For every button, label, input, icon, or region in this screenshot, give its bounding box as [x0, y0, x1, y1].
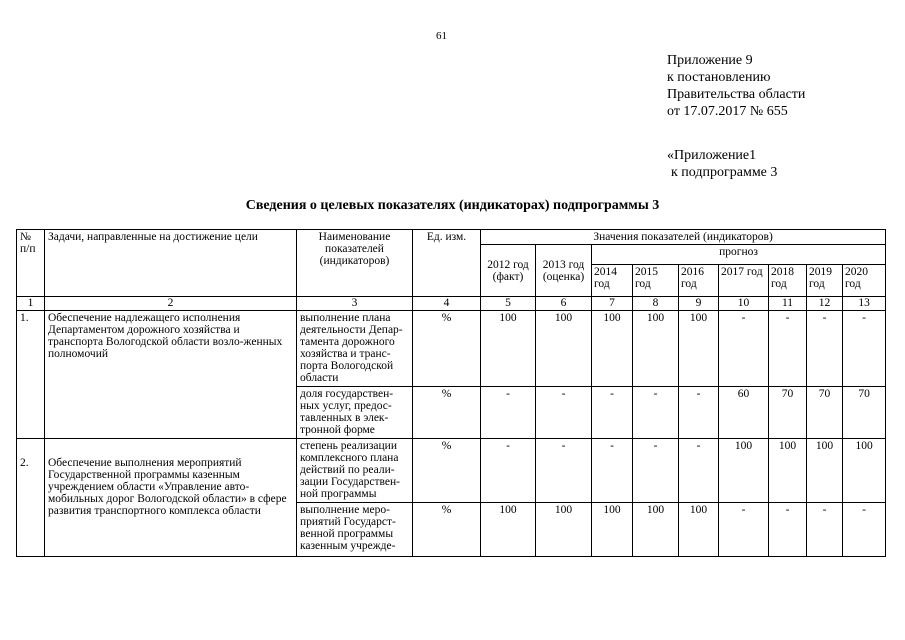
value-cell: 100	[536, 503, 592, 557]
task-text: Обеспечение надлежащего исполнения Департаментом дорожного хозяйства и транспорта Вологодской области возло-женных полномочий	[45, 311, 297, 439]
header-year-2017: 2017 год	[719, 265, 769, 297]
appendix-line-1: Приложение 9	[667, 53, 753, 68]
col-number-7: 7	[592, 297, 633, 311]
header-year-2012: 2012 год (факт)	[481, 245, 536, 297]
header-forecast: прогноз	[592, 245, 886, 265]
value-cell: -	[843, 503, 886, 557]
task-number: 2.	[17, 439, 45, 557]
appendix-sub-line-1: «Приложение1	[667, 148, 757, 163]
col-number-4: 4	[413, 297, 481, 311]
value-cell: -	[769, 311, 807, 387]
header-year-2014: 2014 год	[592, 265, 633, 297]
value-cell: -	[592, 439, 633, 503]
col-number-9: 9	[679, 297, 719, 311]
col-number-5: 5	[481, 297, 536, 311]
col-number-12: 12	[807, 297, 843, 311]
header-indicator: Наименование показателей (индикаторов)	[297, 230, 413, 297]
header-year-2018: 2018 год	[769, 265, 807, 297]
task-text: Обеспечение выполнения мероприятий Государственной программы казенным учреждением области «Управление авто-мобильных дорог Вологодской области» в сфере развития транспортного комплекса области	[45, 439, 297, 557]
header-year-2015: 2015 год	[633, 265, 679, 297]
value-cell: -	[633, 387, 679, 439]
appendix-line-2: к постановлению	[667, 70, 771, 85]
value-cell: -	[536, 387, 592, 439]
value-cell: 70	[807, 387, 843, 439]
indicator-name: доля государствен-ных услуг, предос-тавленных в элек-тронной форме	[297, 387, 413, 439]
value-cell: 100	[481, 311, 536, 387]
value-cell: -	[592, 387, 633, 439]
value-cell: -	[679, 439, 719, 503]
value-cell: -	[719, 503, 769, 557]
unit-cell: %	[413, 387, 481, 439]
appendix-subheader	[667, 147, 777, 181]
value-cell: 100	[679, 311, 719, 387]
header-values: Значения показателей (индикаторов)	[481, 230, 886, 245]
value-cell: -	[807, 503, 843, 557]
indicator-name: степень реализации комплексного плана действий по реали-зации Государствен-ной программы	[297, 439, 413, 503]
value-cell: 70	[843, 387, 886, 439]
col-number-2: 2	[45, 297, 297, 311]
appendix-line-3: Правительства области	[667, 87, 806, 102]
value-cell: 100	[807, 439, 843, 503]
col-number-10: 10	[719, 297, 769, 311]
header-unit: Ед. изм.	[413, 230, 481, 297]
page-number: 61	[436, 30, 447, 42]
value-cell: -	[536, 439, 592, 503]
value-cell: 70	[769, 387, 807, 439]
header-num: № п/п	[17, 230, 45, 297]
col-number-6: 6	[536, 297, 592, 311]
value-cell: 100	[679, 503, 719, 557]
header-year-2019: 2019 год	[807, 265, 843, 297]
value-cell: 100	[719, 439, 769, 503]
indicator-name: выполнение меро-приятий Государст-венной программы казенным учрежде-	[297, 503, 413, 557]
unit-cell: %	[413, 311, 481, 387]
col-number-11: 11	[769, 297, 807, 311]
value-cell: -	[769, 503, 807, 557]
value-cell: 100	[592, 503, 633, 557]
value-cell: -	[481, 387, 536, 439]
value-cell: -	[843, 311, 886, 387]
value-cell: -	[807, 311, 843, 387]
col-number-13: 13	[843, 297, 886, 311]
value-cell: 100	[633, 503, 679, 557]
appendix-line-4: от 17.07.2017 № 655	[667, 104, 788, 119]
value-cell: 100	[633, 311, 679, 387]
col-number-1: 1	[17, 297, 45, 311]
value-cell: -	[679, 387, 719, 439]
indicators-table	[16, 229, 886, 557]
header-tasks: Задачи, направленные на достижение цели	[45, 230, 297, 297]
header-year-2013: 2013 год (оценка)	[536, 245, 592, 297]
value-cell: -	[481, 439, 536, 503]
value-cell: 100	[592, 311, 633, 387]
value-cell: 100	[481, 503, 536, 557]
appendix-header	[667, 52, 805, 120]
value-cell: -	[633, 439, 679, 503]
value-cell: 60	[719, 387, 769, 439]
col-number-3: 3	[297, 297, 413, 311]
document-title: Сведения о целевых показателях (индикаторах) подпрограммы 3	[245, 198, 660, 213]
header-year-2020: 2020 год	[843, 265, 886, 297]
unit-cell: %	[413, 503, 481, 557]
col-number-8: 8	[633, 297, 679, 311]
task-number: 1.	[17, 311, 45, 439]
value-cell: 100	[843, 439, 886, 503]
indicator-name: выполнение плана деятельности Депар-тамента дорожного хозяйства и транс-порта Вологодской области	[297, 311, 413, 387]
table-row	[17, 439, 886, 503]
appendix-sub-line-2: к подпрограмме 3	[671, 165, 778, 180]
header-year-2016: 2016 год	[679, 265, 719, 297]
value-cell: 100	[536, 311, 592, 387]
table-row	[17, 311, 886, 387]
unit-cell: %	[413, 439, 481, 503]
value-cell: -	[719, 311, 769, 387]
value-cell: 100	[769, 439, 807, 503]
